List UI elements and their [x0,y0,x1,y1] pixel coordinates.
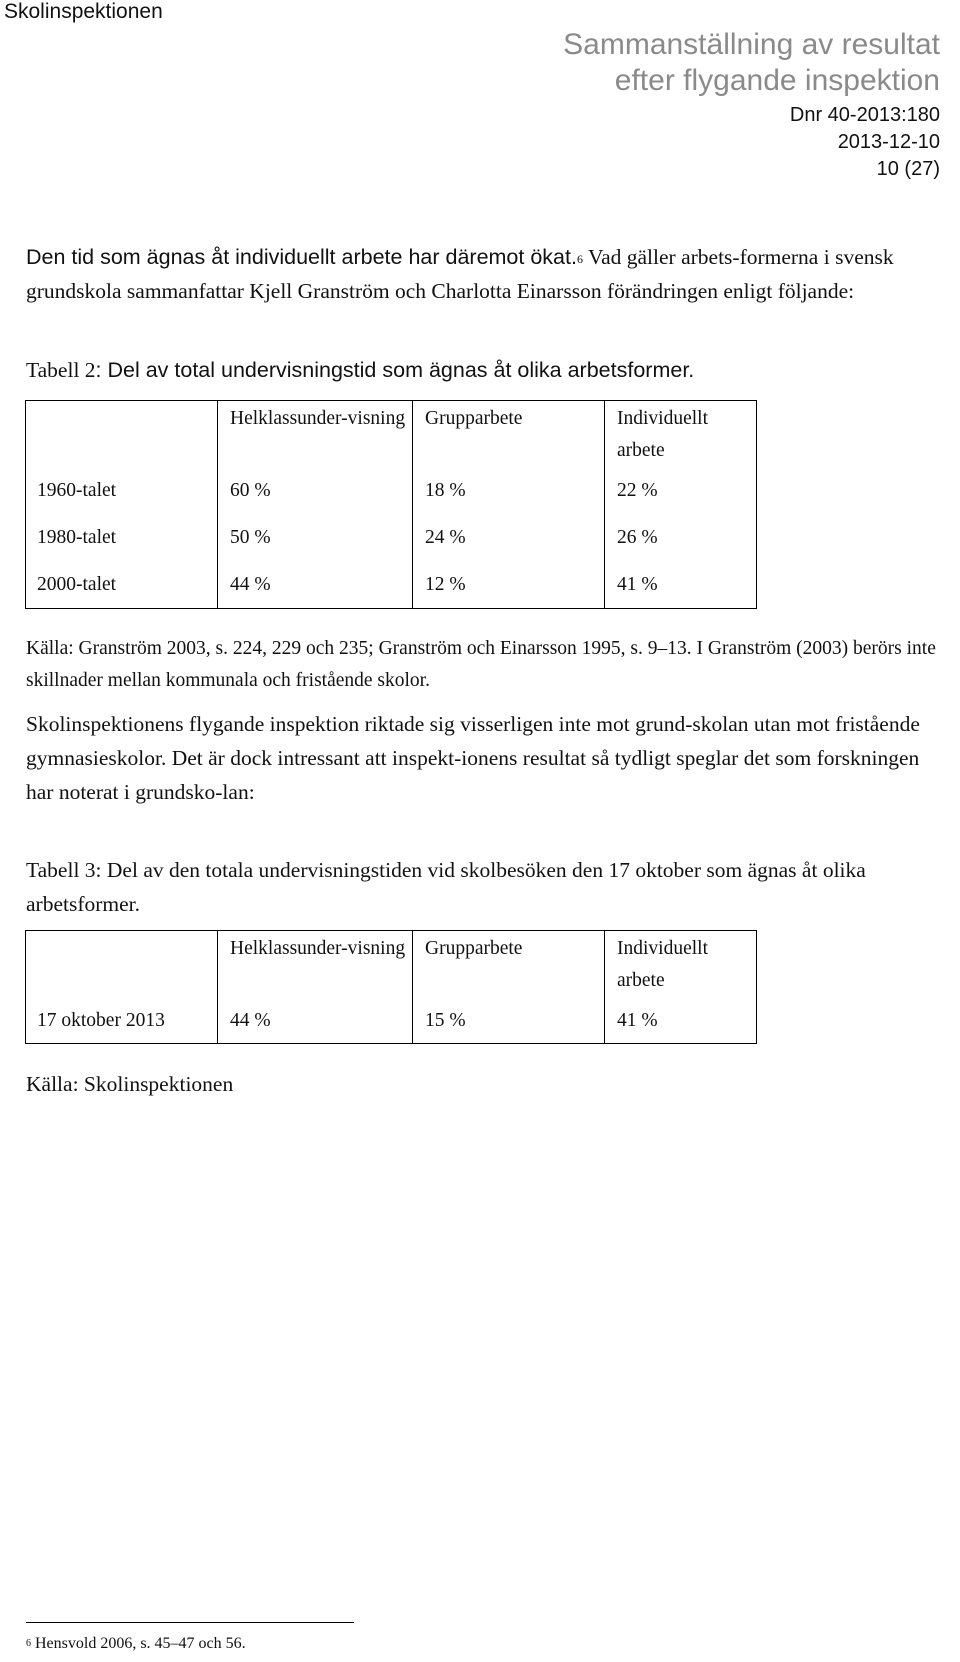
registration-number: Dnr 40-2013:180 [789,104,940,126]
table3-source-label: Källa [26,1072,73,1096]
table2-header-row [26,401,757,468]
table-cell: 2000-talet [26,561,218,609]
table-cell: 44 % [218,561,413,609]
table-cell: 60 % [218,467,413,514]
document-title-line-1: Sammanställning av resultat [563,28,940,61]
table-cell: 41 % [605,1005,757,1044]
table2-header-cell [26,401,218,468]
intro-text-end: Vad gäller arbets-formerna i svensk grundskola sammanfattar Kjell Granström och Charlotta Einarsson förändringen enligt följande: [26,245,894,303]
table-cell: 1960-talet [26,467,218,514]
table3-source-text: : Skolinspektionen [72,1072,234,1096]
table2-header-cell: Grupparbete [413,401,605,468]
table-cell: 15 % [413,1005,605,1044]
footnote-divider [26,1622,354,1623]
table3-header-cell: Grupparbete [413,931,605,1006]
table2-source [26,633,946,697]
table-cell: 24 % [413,514,605,561]
table-cell: 50 % [218,514,413,561]
table3-header-row [26,931,757,1006]
table-cell: 18 % [413,467,605,514]
organization-name: Skolinspektionen [4,0,163,23]
table-cell: 44 % [218,1005,413,1044]
table2-source-text: : Granström 2003, s. 224, 229 och 235; Granström och Einarsson 1995, s. 9–13. I Granström (2003) berörs inte skillnader mellan kommunala och fristående skolor. [26,638,936,691]
footnote-reference[interactable]: 6 [576,252,583,266]
table2 [25,400,757,609]
table2-header-cell: Individuellt arbete [605,401,757,468]
footnote [26,1634,246,1654]
table2-source-label: Källa [26,638,69,659]
table3 [25,930,757,1044]
table3-caption-label: Tabell 3 [26,858,96,882]
table-row [26,467,757,514]
table2-caption [26,353,946,387]
table-cell: 41 % [605,561,757,609]
table3-caption [26,853,946,921]
table3-source [26,1067,946,1101]
table2-caption-label: Tabell 2 [26,358,96,382]
table-row [26,1005,757,1044]
table3-caption-text: : Del av den totala undervisningstiden vid skolbesöken den 17 oktober som ägnas åt olika arbetsformer. [26,858,866,916]
document-title-line-2: efter flygande inspektion [614,64,940,97]
table-row [26,561,757,609]
table-cell: 12 % [413,561,605,609]
table-row [26,514,757,561]
table3-header-cell: Helklassunder-visning [218,931,413,1006]
table-cell: 1980-talet [26,514,218,561]
table3-header-cell [26,931,218,1006]
table-cell: 22 % [605,467,757,514]
footnote-number: 6 [26,1638,31,1649]
table3-header-cell: Individuellt arbete [605,931,757,1006]
intro-paragraph [26,240,946,308]
page-number: 10 (27) [876,158,940,180]
table2-header-cell: Helklassunder-visning [218,401,413,468]
body-paragraph: Skolinspektionens flygande inspektion riktade sig visserligen inte mot grund-skolan utan mot fristående gymnasieskolor. Det är dock intressant att inspekt-ionens resultat så tydligt speglar det som forskningen har noterat i grundsko-lan: [26,712,920,804]
table2-caption-text: : Del av total undervisningstid som ägnas åt olika arbetsformer. [95,358,695,382]
table-cell: 26 % [605,514,757,561]
document-date: 2013-12-10 [837,131,940,153]
footnote-text: Hensvold 2006, s. 45–47 och 56. [31,1635,246,1652]
intro-text-start: Den tid som ägnas åt individuellt arbete har däremot ökat. [26,245,577,269]
table-cell: 17 oktober 2013 [26,1005,218,1044]
